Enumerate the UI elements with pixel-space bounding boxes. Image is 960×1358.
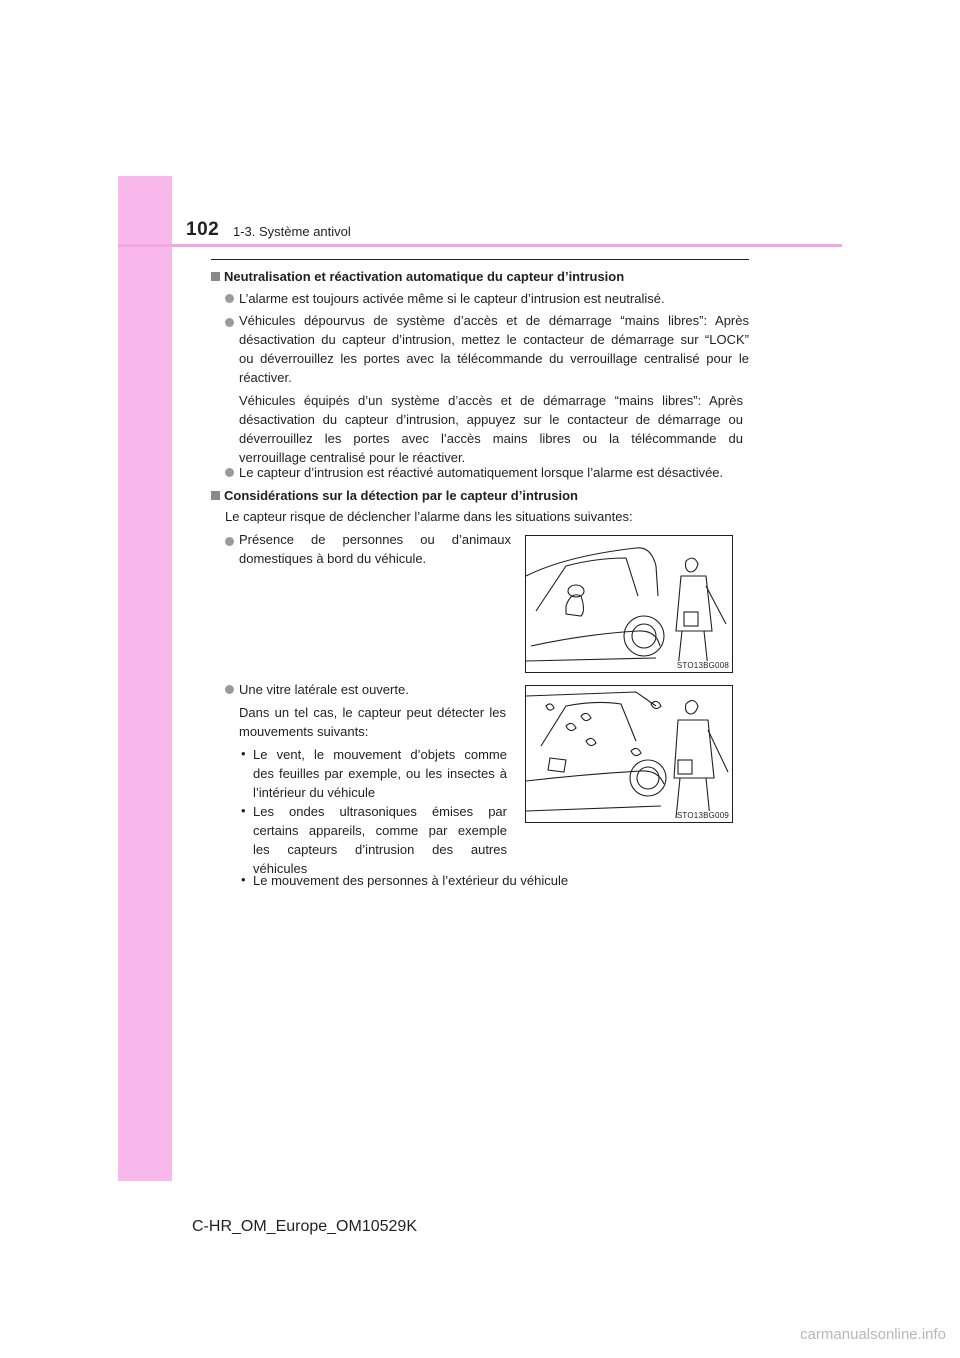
watermark: carmanualsonline.info [800,1326,946,1343]
circle-bullet-icon [225,468,234,477]
header-rule [118,244,842,247]
bullet-without-smart-entry-line-4: réactiver. [239,370,292,385]
square-bullet-icon [211,272,220,281]
sub-ultrasonic-line-3: les capteurs d’intrusion des autres [253,842,507,857]
bullet-persons-animals-line-1: Présence de personnes ou d’animaux [239,532,511,547]
para-detect-movements-line-2: mouvements suivants: [239,724,369,739]
square-bullet-icon [211,491,220,500]
para-smart-entry-line-1: Véhicules équipés d’un système d’accès et de démarrage “mains libres”: Après [239,393,743,408]
car-window-leaves-illustration [526,686,732,822]
section-title: 1-3. Système antivol [233,224,351,239]
para-smart-entry-line-2: désactivation du capteur d’intrusion, appuyez sur le contacteur de démarrage ou [239,412,743,427]
sub-wind-line-1: Le vent, le mouvement d’objets comme [253,747,507,762]
sub-bullet-marker: • [241,803,246,818]
figure-dog-in-car [525,535,733,673]
sub-wind-line-3: l’intérieur du véhicule [253,785,376,800]
bullet-persons-animals-line-2: domestiques à bord du véhicule. [239,551,427,566]
sub-bullet-marker: • [241,746,246,761]
footer-doc-id: C-HR_OM_Europe_OM10529K [192,1218,417,1235]
intro-situations: Le capteur risque de déclencher l’alarme dans les situations suivantes: [225,509,633,524]
circle-bullet-icon [225,537,234,546]
sub-persons-outside: Le mouvement des personnes à l’extérieur du véhicule [253,873,569,888]
sub-wind-line-2: des feuilles par exemple, ou les insectes à [253,766,507,781]
circle-bullet-icon [225,294,234,303]
figure-open-window [525,685,733,823]
sub-bullet-marker: • [241,872,246,887]
car-with-dog-illustration [526,536,732,672]
bullet-side-window-open: Une vitre latérale est ouverte. [225,681,409,700]
content-rule [211,259,749,260]
sub-ultrasonic-line-4: véhicules [253,861,308,876]
sub-ultrasonic-line-2: certains appareils, comme par exemple [253,823,507,838]
bullet-without-smart-entry-line-3: ou déverrouillez les portes avec la télécommande du verrouillage centralisé pour le [239,351,749,366]
figure-code: STO13BG009 [676,811,729,820]
circle-bullet-icon [225,318,234,327]
heading-detection-considerations: Considérations sur la détection par le capteur d’intrusion [211,487,578,506]
sub-ultrasonic-line-1: Les ondes ultrasoniques émises par [253,804,507,819]
bullet-auto-reactivation: Le capteur d’intrusion est réactivé automatiquement lorsque l’alarme est désactivée. [225,464,723,483]
bullet-without-smart-entry-line-2: désactivation du capteur d’intrusion, mettez le contacteur de démarrage sur “LOCK” [239,332,749,347]
circle-bullet-icon [225,685,234,694]
chapter-sidebar-tab [118,176,172,1181]
para-detect-movements-line-1: Dans un tel cas, le capteur peut détecter les [239,705,506,720]
bullet-alarm-always-on: L’alarme est toujours activée même si le capteur d’intrusion est neutralisé. [225,290,665,309]
bullet-without-smart-entry-line-1: Véhicules dépourvus de système d’accès et de démarrage “mains libres”: Après [239,313,749,328]
figure-code: STO13BG008 [676,661,729,670]
para-smart-entry-line-3: déverrouillez les portes avec l’accès mains libres ou la télécommande du [239,431,743,446]
heading-neutralisation: Neutralisation et réactivation automatique du capteur d’intrusion [211,268,624,287]
para-smart-entry-line-4: verrouillage centralisé pour le réactiver. [239,450,466,465]
page-number: 102 [186,219,220,240]
